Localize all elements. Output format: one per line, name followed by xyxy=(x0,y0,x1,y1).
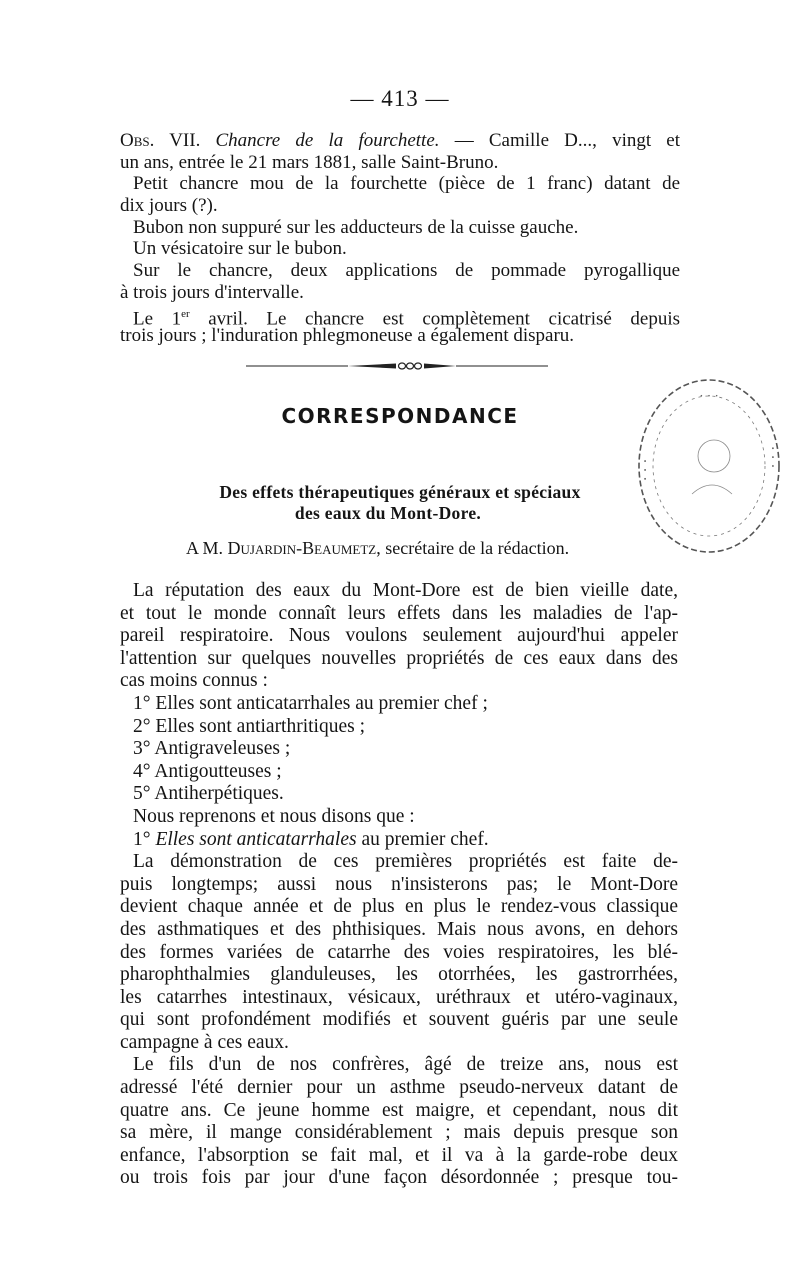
svg-text:· · ·: · · · xyxy=(638,458,654,481)
observation-paragraph xyxy=(120,130,680,347)
emphasized-phrase: Elles sont anticatarrhales xyxy=(155,828,357,850)
obs-line-1-rest: — Camille D..., vingt et xyxy=(439,130,681,151)
library-stamp xyxy=(634,376,784,556)
letter-line: pareil respiratoire. Nous voulons seulement aujourd'hui appeler xyxy=(120,625,678,647)
letter-line: les catarrhes intestinaux, vésicaux, uréthraux et utéro-vaginaux, xyxy=(120,986,678,1008)
letter-subtitle-line-1: Des effets thérapeutiques généraux et spéciaux xyxy=(219,482,581,502)
obs-line-9-rest: avril. Le chancre est complètement cicatrisé depuis xyxy=(189,307,680,329)
letter-subtitle-line-2: des eaux du Mont-Dore. xyxy=(294,503,482,523)
obs-line-8: à trois jours d'intervalle. xyxy=(120,281,304,303)
addressee-title: secrétaire de la rédaction. xyxy=(380,538,570,558)
obs-line-4: dix jours (?). xyxy=(120,195,218,217)
obs-line-9 xyxy=(120,304,680,329)
letter-line: Nous reprenons et nous disons que : xyxy=(133,805,415,827)
letter-line: adressé l'été dernier pour un asthme pseudo-nerveux datant de xyxy=(120,1077,678,1099)
addressee-name: A M. Dujardin-Beaumetz, xyxy=(186,538,381,558)
letter-line: 1° Elles sont anticatarrhales au premier chef. xyxy=(133,828,489,850)
letter-line: devient chaque année et de plus en plus le rendez-vous classique xyxy=(120,896,678,918)
obs-line-10: trois jours ; l'induration phlegmoneuse a également disparu. xyxy=(120,325,575,347)
letter-line: 1° Elles sont anticatarrhales au premier chef ; xyxy=(133,692,488,714)
letter-line: quatre ans. Ce jeune homme est maigre, et cependant, nous dit xyxy=(120,1099,678,1121)
letter-line: 2° Elles sont antiarthritiques ; xyxy=(133,715,366,737)
letter-line: l'attention sur quelques nouvelles propriétés de ces eaux dans des xyxy=(120,647,678,669)
obs-line-2: un ans, entrée le 21 mars 1881, salle Saint-Bruno. xyxy=(120,151,499,173)
section-heading: CORRESPONDANCE xyxy=(281,404,519,428)
letter-line: des asthmatiques et des phthisiques. Mais nous avons, en dehors xyxy=(120,918,678,940)
obs-date-sup: er xyxy=(181,307,190,320)
letter-line: ou trois fois par jour d'une façon désordonnée ; presque tou- xyxy=(120,1167,678,1189)
svg-text:· · ·: · · · xyxy=(699,389,719,403)
letter-line: campagne à ces eaux. xyxy=(120,1031,289,1053)
letter-line: et tout le monde connaît leurs effets dans les maladies de l'ap- xyxy=(120,602,678,624)
obs-line-3: Petit chancre mou de la fourchette (pièce de 1 franc) datant de xyxy=(133,173,680,195)
letter-line: sa mère, il mange considérablement ; mais depuis presque son xyxy=(120,1122,678,1144)
letter-line: 5° Antiherpétiques. xyxy=(133,783,284,805)
letter-body xyxy=(120,580,678,1190)
letter-line: 3° Antigraveleuses ; xyxy=(133,738,291,760)
letter-line: La démonstration de ces premières propriétés est faite de- xyxy=(133,851,678,873)
letter-line: enfance, l'absorption se fait mal, et il va à la garde-robe deux xyxy=(120,1144,678,1166)
obs-line-5: Bubon non suppuré sur les adducteurs de la cuisse gauche. xyxy=(133,216,579,238)
obs-line-6: Un vésicatoire sur le bubon. xyxy=(133,238,347,260)
svg-text:· · ·: · · · xyxy=(764,446,780,469)
letter-line: qui sont profondément modifiés et souvent guéris par une seule xyxy=(120,1009,678,1031)
letter-address xyxy=(186,538,569,559)
obs-line-1 xyxy=(120,130,680,152)
letter-line: pharophthalmies glanduleuses, les otorrhées, les gastrorrhées, xyxy=(120,964,678,986)
letter-line: puis longtemps; aussi nous n'insisterons pas; le Mont-Dore xyxy=(120,873,678,895)
obs-title: Chancre de la fourchette. xyxy=(215,130,440,151)
letter-line: La réputation des eaux du Mont-Dore est de bien vieille date, xyxy=(133,580,678,601)
letter-line: cas moins connus : xyxy=(120,670,268,692)
letter-line: 4° Antigoutteuses ; xyxy=(133,760,282,782)
obs-label: Obs. VII. xyxy=(120,130,216,151)
obs-line-7: Sur le chancre, deux applications de pommade pyrogallique xyxy=(133,260,680,282)
ornamental-rule xyxy=(246,361,548,371)
obs-date-pre: Le 1 xyxy=(133,307,182,329)
page-number: — 413 — xyxy=(350,86,450,111)
letter-line: Le fils d'un de nos confrères, âgé de treize ans, nous est xyxy=(133,1054,678,1076)
letter-line: des formes variées de catarrhe des voies respiratoires, les blé- xyxy=(120,941,678,963)
